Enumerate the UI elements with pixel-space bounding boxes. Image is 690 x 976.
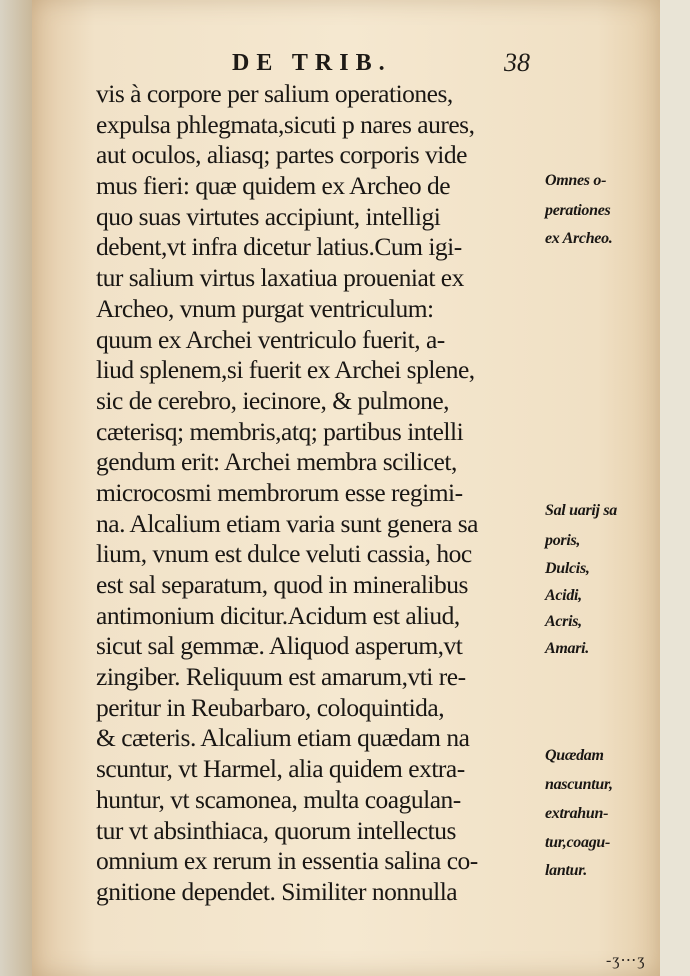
text-line: quum ex Archei ventriculo fuerit, a- <box>96 324 445 354</box>
text-line: tur vt absinthiaca, quorum intellectus <box>96 815 456 845</box>
text-line: scuntur, vt Harmel, alia quidem extra- <box>96 754 465 784</box>
text-line: gnitione dependet. Similiter nonnulla <box>96 876 458 906</box>
folio-number: 38 <box>504 48 530 77</box>
text-line: & cæteris. Alcalium etiam quædam na <box>96 723 470 753</box>
text-line: sic de cerebro, iecinore, & pulmone, <box>96 385 450 415</box>
text-line: est sal separatum, quod in mineralibus <box>96 570 468 599</box>
margin-note: Acris, <box>545 613 582 630</box>
catchword-ornament: -ʒ⋯ʒ <box>606 952 646 969</box>
margin-note: nascuntur, <box>545 776 613 793</box>
text-line: liud splenem,si fuerit ex Archei splene, <box>96 355 475 385</box>
book-gutter <box>0 0 32 976</box>
text-line: Archeo, vnum purgat ventriculum: <box>96 293 434 323</box>
body-text <box>96 79 548 908</box>
text-line: zingiber. Reliquum est amarum,vti re- <box>96 662 466 692</box>
margin-note: Dulcis, <box>545 560 590 577</box>
text-line: expulsa phlegmata,sicuti p nares aures, <box>96 109 475 139</box>
text-line: sicut sal gemmæ. Aliquod asperum,vt <box>96 631 463 661</box>
text-line: mus fieri: quæ quidem ex Archeo de <box>96 171 451 201</box>
margin-note: extrahun- <box>545 805 609 822</box>
text-line: microcosmi membrorum esse regimi- <box>96 477 463 507</box>
text-line: antimonium dicitur.Acidum est aliud, <box>96 600 460 630</box>
text-line: cæterisq; membris,atq; partibus intelli <box>96 416 464 446</box>
text-line: gendum erit: Archei membra scilicet, <box>96 447 457 477</box>
margin-note: lantur. <box>545 862 587 879</box>
text-line: peritur in Reubarbaro, coloquintida, <box>96 692 445 722</box>
text-line: omnium ex rerum in essentia salina co- <box>96 846 478 876</box>
margin-note: poris, <box>545 532 581 549</box>
page-header <box>0 50 690 80</box>
margin-note: Sal uarij sa <box>545 502 617 519</box>
text-line: quo suas virtutes accipiunt, intelligi <box>96 201 441 231</box>
margin-note: Acidi, <box>545 587 582 604</box>
margin-note: tur,coagu- <box>545 834 611 851</box>
margin-note: Amari. <box>545 640 589 657</box>
text-line: lium, vnum est dulce veluti cassia, hoc <box>96 539 472 569</box>
margin-note: perationes <box>545 202 611 219</box>
text-line: huntur, vt scamonea, multa coagulan- <box>96 784 461 814</box>
margin-note: ex Archeo. <box>545 230 613 247</box>
running-title: DE TRIB. <box>232 50 392 76</box>
text-line: na. Alcalium etiam varia sunt genera sa <box>96 508 478 538</box>
text-line: vis à corpore per salium operationes, <box>96 79 453 108</box>
text-line: aut oculos, aliasq; partes corporis vide <box>96 140 467 170</box>
margin-note: Omnes o- <box>545 172 607 189</box>
text-line: tur salium virtus laxatiua proueniat ex <box>96 263 464 293</box>
text-line: debent,vt infra dicetur latius.Cum igi- <box>96 232 462 262</box>
margin-note: Quædam <box>545 747 604 764</box>
